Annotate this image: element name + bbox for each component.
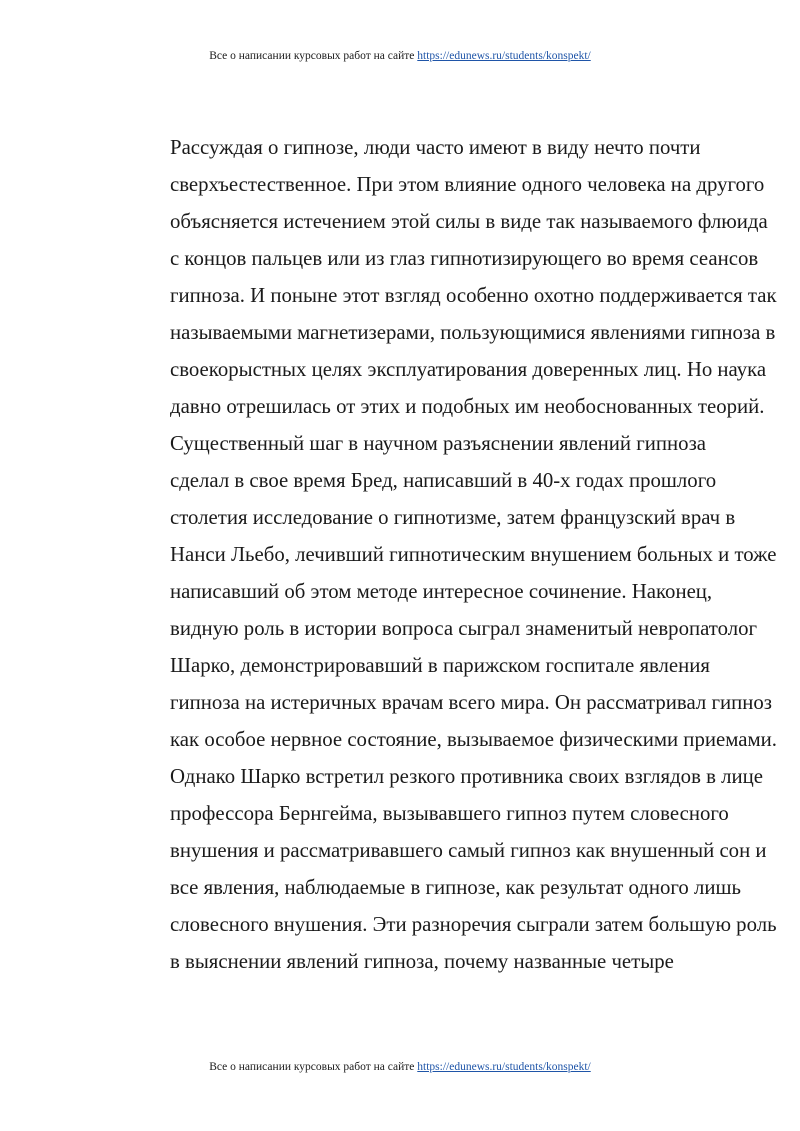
text-line: давно отрешилась от этих и подобных им необоснованных теорий.: [170, 395, 765, 418]
text-line: сверхъестественное. При этом влияние одного человека на другого: [170, 173, 765, 196]
text-line: объясняется истечением этой силы в виде так называемого флюида: [170, 210, 768, 233]
paragraph-1: [121, 129, 777, 425]
text-line: сделал в свое время Бред, написавший в 40-х годах прошлого: [170, 469, 717, 492]
text-line: Шарко, демонстрировавший в парижском госпитале явления: [170, 654, 710, 677]
text-line: называемыми магнетизерами, пользующимися явлениями гипноза в: [170, 321, 776, 344]
paragraph-2: [121, 425, 777, 980]
text-line: словесного внушения. Эти разноречия сыграли затем большую роль: [170, 913, 777, 936]
text-line: видную роль в истории вопроса сыграл знаменитый невропатолог: [170, 617, 758, 640]
footer-link[interactable]: https://edunews.ru/students/konspekt/: [417, 1061, 591, 1073]
text-line: внушения и рассматривавшего самый гипноз как внушенный сон и: [170, 839, 767, 862]
text-line: столетия исследование о гипнотизме, затем французский врач в: [170, 506, 736, 529]
text-line: как особое нервное состояние, вызываемое физическими приемами.: [170, 728, 777, 751]
text-line: гипноза. И поныне этот взгляд особенно охотно поддерживается так: [170, 284, 777, 307]
text-line: все явления, наблюдаемые в гипнозе, как результат одного лишь: [170, 876, 742, 899]
page-footer: [0, 1060, 800, 1074]
text-line: Рассуждая о гипнозе, люди часто имеют в виду нечто почти: [170, 136, 701, 159]
footer-text: Все о написании курсовых работ на сайте: [209, 1061, 415, 1073]
text-line: Существенный шаг в научном разъяснении явлений гипноза: [170, 432, 707, 455]
text-line: профессора Бернгейма, вызывавшего гипноз путем словесного: [170, 802, 729, 825]
text-line: с концов пальцев или из глаз гипнотизирующего во время сеансов: [170, 247, 759, 270]
text-line: в выяснении явлений гипноза, почему названные четыре: [170, 950, 674, 973]
text-line: Нанси Льебо, лечивший гипнотическим внушением больных и тоже: [170, 543, 777, 566]
header-link[interactable]: https://edunews.ru/students/konspekt/: [417, 50, 591, 62]
text-line: написавший об этом методе интересное сочинение. Наконец,: [170, 580, 713, 603]
header-text: Все о написании курсовых работ на сайте: [209, 50, 415, 62]
text-line: гипноза на истеричных врачам всего мира. Он рассматривал гипноз: [170, 691, 772, 714]
text-line: своекорыстных целях эксплуатирования доверенных лиц. Но наука: [170, 358, 767, 381]
text-line: Однако Шарко встретил резкого противника своих взглядов в лице: [170, 765, 763, 788]
document-body: [121, 129, 777, 980]
page-header: [0, 49, 800, 63]
